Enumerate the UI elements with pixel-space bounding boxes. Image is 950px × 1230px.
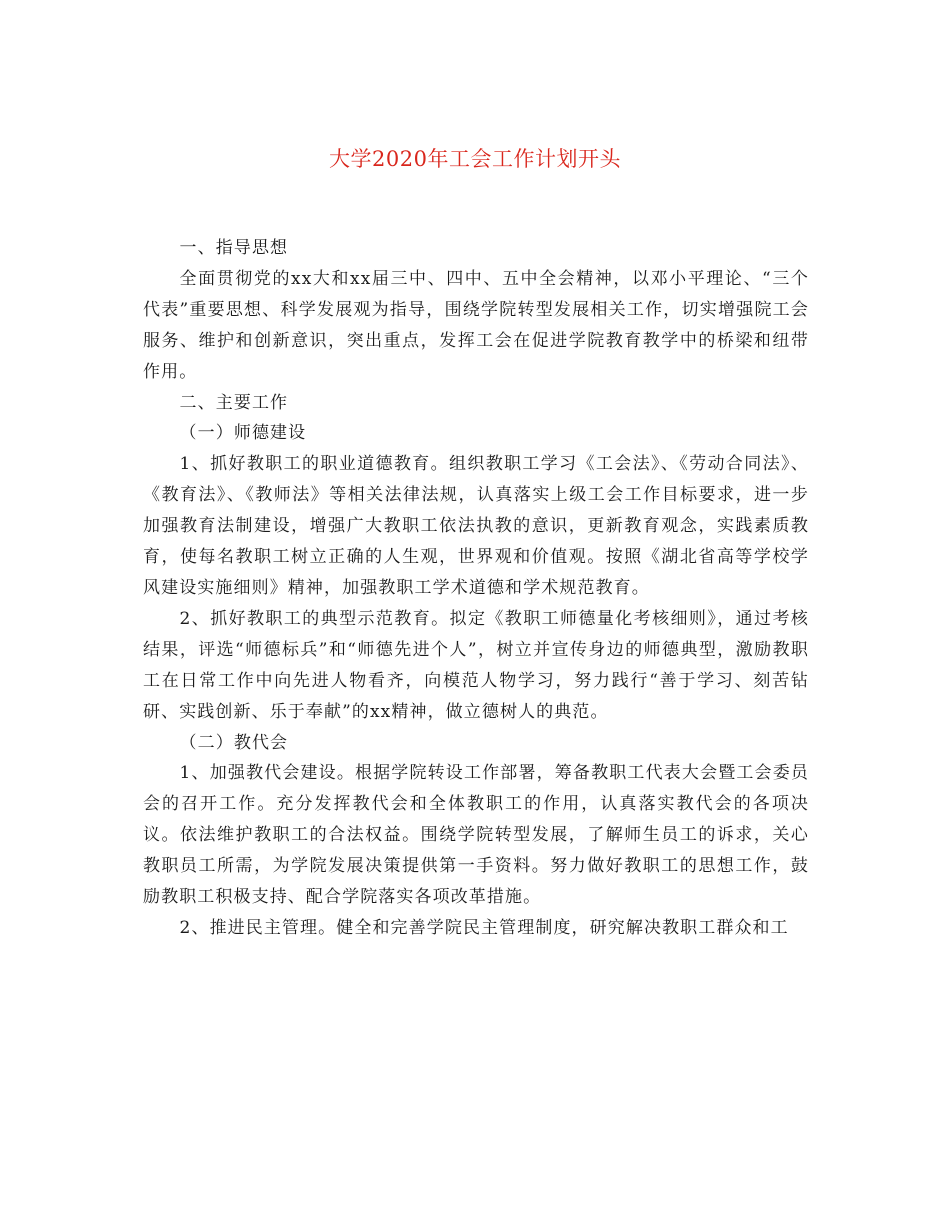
subsection-heading-teacher-ethics: （一）师德建设	[179, 423, 307, 444]
document-title: 大学2020年工会工作计划开头	[329, 147, 621, 171]
paragraph-ethics-item-2: 2、抓好教职工的典型示范教育。拟定《教职工师德量化考核细则》，通过考核结果，评选“师德标兵”和“师德先进个人”，树立并宣传身边的师德典型，激励教职工在日常工作中向先进人物看齐，向模范人物学习，努力践行“善于学习、刻苦钻研、实践创新、乐于奉献”的xx精神，做立德树人的典范。	[143, 608, 809, 722]
paragraph-congress-item-2: 2、推进民主管理。健全和完善学院民主管理制度，研究解决教职工群众和工	[179, 917, 789, 938]
section-heading-main-work: 二、主要工作	[179, 392, 289, 413]
document-body	[143, 233, 809, 944]
paragraph-guiding-thought: 全面贯彻党的xx大和xx届三中、四中、五中全会精神，以邓小平理论、“三个代表”重要思想、科学发展观为指导，围绕学院转型发展相关工作，切实增强院工会服务、维护和创新意识，突出重点，发挥工会在促进学院教育教学中的桥梁和纽带作用。	[143, 268, 809, 382]
paragraph-congress-item-1: 1、加强教代会建设。根据学院转设工作部署，筹备教职工代表大会暨工会委员会的召开工作。充分发挥教代会和全体教职工的作用，认真落实教代会的各项决议。依法维护教职工的合法权益。围绕学院转型发展，了解师生员工的诉求，关心教职员工所需，为学院发展决策提供第一手资料。努力做好教职工的思想工作，鼓励教职工积极支持、配合学院落实各项改革措施。	[143, 763, 809, 908]
paragraph-ethics-item-1: 1、抓好教职工的职业道德教育。组织教职工学习《工会法》、《劳动合同法》、《教育法》、《教师法》等相关法律法规，认真落实上级工会工作目标要求，进一步加强教育法制建设，增强广大教职工依法执教的意识，更新教育观念，实践素质教育，使每名教职工树立正确的人生观，世界观和价值观。按照《湖北省高等学校学风建设实施细则》精神，加强教职工学术道德和学术规范教育。	[143, 454, 809, 598]
section-heading-guiding-thought: 一、指导思想	[179, 238, 289, 258]
subsection-heading-staff-congress: （二）教代会	[179, 732, 289, 753]
